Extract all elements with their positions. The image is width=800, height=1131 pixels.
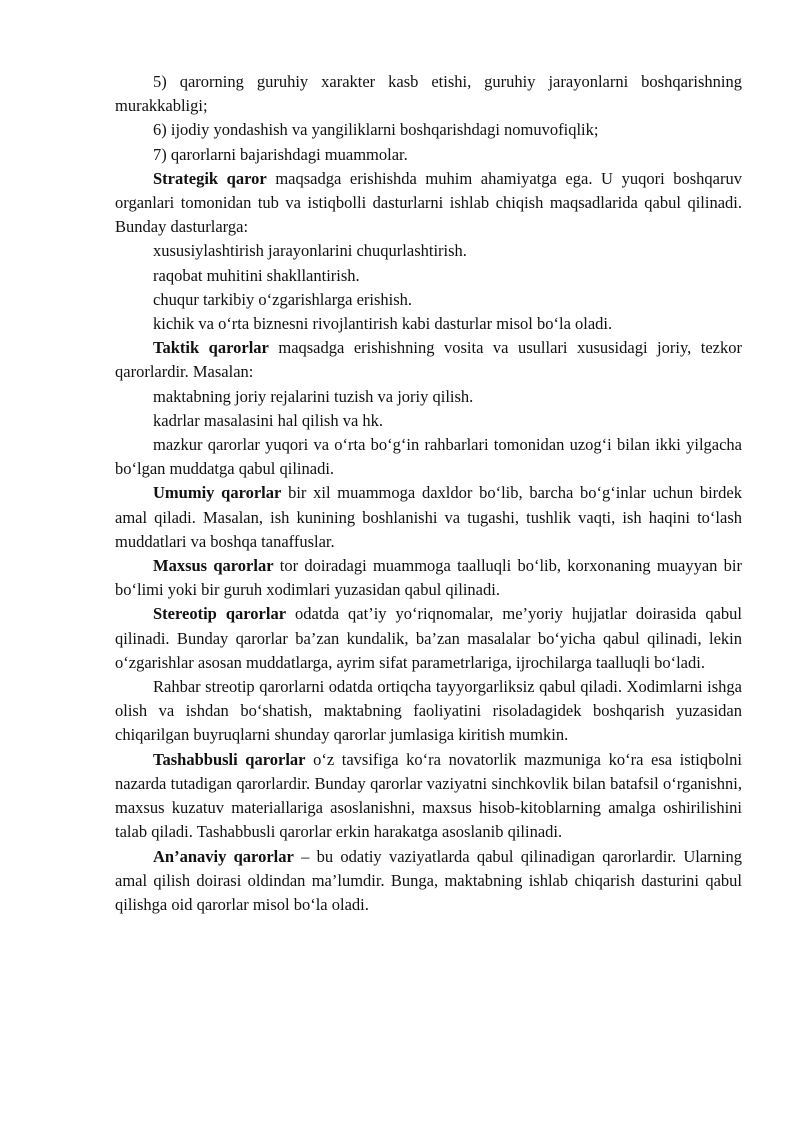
term-heading: Stereotip qarorlar [153,604,287,624]
paragraph-7 [115,288,742,312]
term-heading: Umumiy qarorlar [153,483,282,503]
paragraph-1 [115,70,742,118]
paragraph-17 [115,748,742,845]
paragraph-9 [115,336,742,384]
paragraph-11 [115,409,742,433]
paragraph-text: chuqur tarkibiy o‘zgarishlarga erishish. [153,289,413,309]
paragraph-text: tor doiradagi muammoga taalluqli bo‘lib, korxonaning muayyan bir bo‘limi yoki bir guruh xodimlari yuzasidan qabul qilinadi. [115,556,743,600]
document-page [115,70,742,917]
paragraph-text: 7) qarorlarni bajarishdagi muammolar. [153,144,408,164]
paragraph-text: xususiylashtirish jarayonlarini chuqurlashtirish. [153,241,467,261]
paragraph-text: 5) qarorning guruhiy xarakter kasb etishi, guruhiy jarayonlarni boshqarishning murakkabligi; [115,72,742,116]
paragraph-text: Rahbar streotip qarorlarni odatda ortiqcha tayyorgarliksiz qabul qiladi. Xodimlarni ishga olish va ishdan bo‘shatish, maktabning faoliyatini risoladagidek boshqarish yuzasidan chiqarilgan buyruqlarni shunday qarorlar jumlasiga kiritish mumkin. [115,677,742,745]
term-heading: Strategik qaror [153,168,267,188]
paragraph-4 [115,167,742,240]
paragraph-text: maqsadga erishishning vosita va usullari xususidagi joriy, tezkor qarorlardir. Masalan: [115,338,742,382]
term-heading: Maxsus qarorlar [153,556,274,576]
paragraph-5 [115,239,742,263]
paragraph-15 [115,602,742,675]
paragraph-text: 6) ijodiy yondashish va yangiliklarni boshqarishdagi nomuvofiqlik; [153,120,599,140]
paragraph-text: maqsadga erishishda muhim ahamiyatga ega. U yuqori boshqaruv organlari tomonidan tub va istiqbolli dasturlarni ishlab chiqish maqsadlarida qabul qilinadi. Bunday dasturlarga: [115,168,742,237]
paragraph-text: o‘z tavsifiga ko‘ra novatorlik mazmuniga ko‘ra esa istiqbolni nazarda tutadigan qarorlardir. Bunday qarorlar vaziyatni sinchkovlik bilan batafsil o‘rganishni, maxsus kuzatuv materiallariga asoslanishni, maxsus hisob-kitoblarning amalga oshirilishini talab qiladi. Tashabbusli qarorlar erkin harakatga asoslanib qilinadi. [115,749,743,842]
paragraph-3 [115,143,742,167]
paragraph-text: mazkur qarorlar yuqori va o‘rta bo‘g‘in rahbarlari tomonidan uzog‘i bilan ikki yilgacha bo‘lgan muddatga qabul qilinadi. [115,435,742,479]
paragraph-8 [115,312,742,336]
paragraph-text: raqobat muhitini shakllantirish. [153,265,360,285]
paragraph-18 [115,845,742,918]
paragraph-text: maktabning joriy rejalarini tuzish va joriy qilish. [153,386,474,406]
term-heading: Taktik qarorlar [153,338,269,358]
paragraph-text: kichik va o‘rta biznesni rivojlantirish kabi dasturlar misol bo‘la oladi. [153,314,613,334]
paragraph-14 [115,554,742,602]
paragraph-2 [115,118,742,142]
paragraph-text: kadrlar masalasini hal qilish va hk. [153,410,384,430]
paragraph-12 [115,433,742,481]
paragraph-text: bir xil muammoga daxldor bo‘lib, barcha bo‘g‘inlar uchun birdek amal qiladi. Masalan, ish kunining boshlanishi va tugashi, tushlik vaqti, ish haqini to‘lash muddatlari va boshqa tanaffuslar. [115,483,742,551]
term-heading: An’anaviy qarorlar [153,846,294,866]
paragraph-text: odatda qat’iy yo‘riqnomalar, me’yoriy hujjatlar doirasida qabul qilinadi. Bunday qarorlar ba’zan kundalik, ba’zan masalalar bo‘yicha qabul qilinadi, lekin o‘zgarishlar asosan muddatlarga, ayrim sifat parametrlariga, ijrochilarga taalluqli bo‘ladi. [115,604,742,672]
term-heading: Tashabbusli qarorlar [153,749,306,769]
paragraph-text: – bu odatiy vaziyatlarda qabul qilinadigan qarorlardir. Ularning amal qilish doirasi oldindan ma’lumdir. Bunga, maktabning ishlab chiqarish dasturini qabul qilishga oid qarorlar misol bo‘la oladi. [115,846,743,914]
paragraph-6 [115,264,742,288]
paragraph-16 [115,675,742,748]
paragraph-10 [115,385,742,409]
paragraph-13 [115,481,742,554]
